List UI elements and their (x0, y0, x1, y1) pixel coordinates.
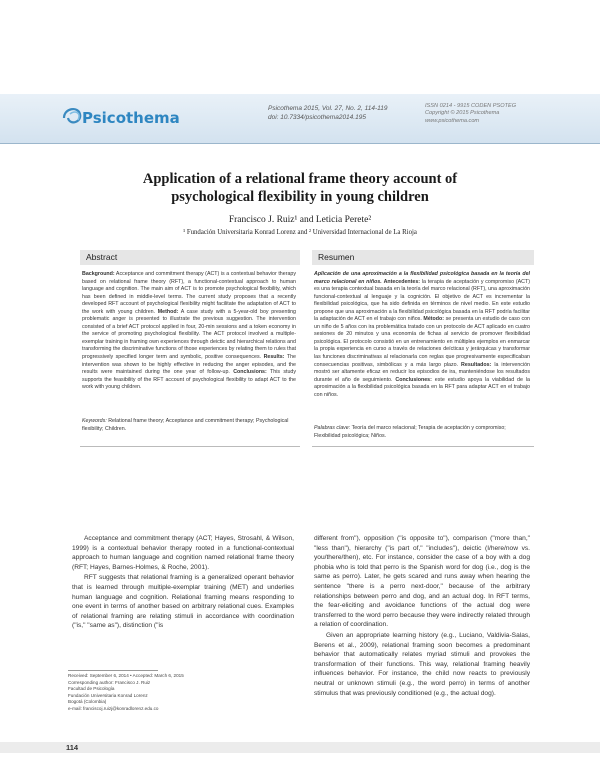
resumen-metodo-label: Método: (423, 316, 445, 323)
resumen-metodo: se presenta un estudio de caso con un niño de 5 años con ira problemática tratado con un protocolo de ACT aplicado en cuatro sesiones de 20 minutos y una economía de fichas al servicio de promover flexibilidad psicológica. El protocolo consistió en un entrenamiento en múltiples ejemplos en enmarcar la propia experiencia en curso a través de relaciones deícticas y jerárquicas y transformar las funciones discriminativas al relacionarla con reglas que progresivamente especificaban consecuencias positivas, simbólicas y a más largo plazo. (314, 316, 530, 368)
abstract-bottom-rule (80, 446, 300, 447)
issn-block (425, 103, 565, 125)
logo-text: Psicothema (82, 109, 180, 127)
issn: ISSN 0214 - 9915 CODEN PSOTEG (425, 103, 517, 109)
body-paragraph: Acceptance and commitment therapy (ACT; Hayes, Strosahl, & Wilson, 1999) is a contextual behavior therapy rooted in a functional-contextual approach to human language and cognition named relational frame theory (RFT; Hayes, Barnes-Holmes, & Roche, 2001). (72, 535, 294, 571)
abstract-conclusions: This study supports the feasibility of the RFT account of psychological flexibility to adapt ACT to the work with young children. (82, 369, 296, 391)
abstract-conclusions-label: Conclusions: (233, 369, 267, 376)
article-authors: Francisco J. Ruiz¹ and Leticia Perete² (228, 215, 372, 225)
resumen-title: Aplicación de una aproximación a la flexibilidad psicológica basada en la teoría del marco relacional en niños. (314, 271, 530, 285)
body-paragraph: Given an appropriate learning history (e.g., Luciano, Valdivia-Salas, Berens et al., 2009), relational framing soon becomes a predominant behavior that automatically relates myriad stimuli and provokes the transformation of their functions. This way, relational framing heavily influences behavior. For instance, the child now reacts to previously neutral or unknown stimuli (e.g., the word perro) in terms of another stimulus that was previously conditioned (e.g., the actual dog). (314, 631, 530, 697)
footnote-received: Received: September 6, 2014 • Accepted: March 6, 2015 (68, 673, 184, 678)
abstract-heading: Abstract (80, 250, 300, 265)
body-paragraph: RFT suggests that relational framing is a generalized operant behavior that is learned through multiple-exemplar training (MET) and underlies human language and cognition. Relational framing means responding to one event in terms of another based on arbitrary relational cues. Examples of relational framing are relating stimuli in accordance with coordination ("is," "same as"), distinction ("is (72, 574, 294, 630)
abstract-keywords-text: Relational frame theory; Acceptance and commitment therapy; Psychological flexibility; Children. (82, 418, 289, 432)
psicothema-logo (60, 104, 198, 132)
footnote-corresponding: Corresponding author: Francisco J. Ruiz (68, 679, 151, 685)
resumen-antecedentes-label: Antecedentes: (383, 278, 421, 285)
resumen-keywords-text: Teoría del marco relacional; Terapia de aceptación y compromiso; Flexibilidad psicológica; Niños. (314, 425, 506, 439)
resumen-bottom-rule (312, 446, 534, 447)
resumen-resultados-label: Resultados: (461, 361, 492, 368)
page-footer-bar (0, 742, 600, 753)
header-divider (0, 143, 600, 144)
footnote-email: e-mail: franciscoj.ruizj@konradlorenz.edu.co (68, 705, 159, 711)
article-title: Application of a relational frame theory account of psychological flexibility in young children (142, 171, 458, 205)
resumen-resultados: la intervención mostró ser altamente eficaz en reducir los episodios de ira, manteniéndose los resultados durante el año de seguimiento. (314, 361, 530, 383)
body-right-column (314, 534, 530, 699)
footnote-faculty: Facultad de Psicología (68, 686, 115, 692)
journal-citation: Psicothema 2015, Vol. 27, No. 2, 114-119 (268, 105, 388, 112)
resumen-conclusiones: este estudio apoya la viabilidad de la aproximación a la flexibilidad psicológica basada en la RFT para adaptar ACT en el trabajo con niños. (314, 376, 530, 398)
footnote (68, 673, 288, 713)
resumen-keywords-label: Palabras clave: (314, 425, 351, 431)
footnote-rule (68, 670, 158, 671)
footnote-university: Fundación Universitaria Konrad Lorenz (68, 692, 148, 698)
abstract-method: A case study with a 5-year-old boy presenting problematic anger is presented to illustrate the previous suggestion. The intervention consisted of a brief ACT protocol applied in four, 20-min sessions and a token economy in the service of promoting psychological flexibility. The ACT protocol involved a multiple-exemplar training in framing own experiences through deictic and hierarchical relations and transforming the discriminative functions of those experiences by relating them to rules that progressively specified longer term and symbolic, positive consequences. (82, 308, 296, 361)
abstract-background: Acceptance and commitment therapy (ACT) is a contextual behavior therapy based on relational frame theory (RFT), a functional-contextual approach to human language and cognition. The main aim of ACT is to promote psychological flexibility, which has been defined in middle-level terms. The current study proposes that a recently developed RFT account of psychological flexibility might facilitate the adaptation of ACT to the work with young children. (82, 271, 296, 315)
resumen-antecedentes: la terapia de aceptación y compromiso (ACT) es una terapia contextual basada en la teoría del marco relacional (RFT), una aproximación funcional-contextual al lenguaje y la cognición. El objetivo de ACT es incrementar la flexibilidad psicológica, que ha sido definida en términos de nivel medio. En este estudio propone que una aproximación a la flexibilidad psicológica basada en la RFT podría facilitar la adaptación de ACT en el trabajo con niños. (314, 278, 530, 323)
body-left-column (72, 534, 294, 632)
resumen-conclusiones-label: Conclusiones: (395, 376, 432, 383)
page-number: 114 (66, 743, 79, 752)
resumen-heading: Resumen (312, 250, 534, 265)
abstract-keywords (82, 418, 296, 433)
resumen-keywords (314, 425, 530, 440)
abstract-method-label: Method: (157, 308, 179, 315)
article-affiliation: ¹ Fundación Universitaria Konrad Lorenz and ² Universidad Internacional de La Rioja (183, 229, 417, 236)
abstract-background-label: Background: (82, 271, 115, 277)
logo-swirl-icon (64, 109, 80, 122)
abstract-keywords-label: Keywords: (82, 418, 107, 424)
body-paragraph: different from"), opposition ("is opposite to"), comparison ("more than," "less than"), hierarchy ("is part of," "includes"), deictic (I/here/now vs. you/there/then), etc. For instance, consider the case of a boy with a dog phobia who is told that perro is the Spanish word for dog (i.e., dog is the same as perro). Later, he gets scared and runs away when hearing the sentence "there is a perro next-door," because of the arbitrary relationships between perro and dog, and an actual dog. In RFT terms, the fear-eliciting and avoidance functions of the actual dog were transferred to the word perro because they were indirectly related through a relation of coordination. (314, 535, 530, 629)
abstract-text (82, 271, 296, 392)
resumen-text (314, 271, 530, 399)
doi: doi: 10.7334/psicothema2014.195 (268, 113, 366, 121)
abstract-results-label: Results: (263, 354, 285, 361)
abstract-results: The intervention was shown to be highly effective in reducing the anger episodes, and the results were maintained during the one year of follow-up. (82, 354, 296, 376)
copyright: Copyright © 2015 Psicothema (425, 110, 500, 117)
footnote-city: Bogotá (Colombia) (68, 699, 107, 705)
website: www.psicothema.com (425, 117, 480, 124)
